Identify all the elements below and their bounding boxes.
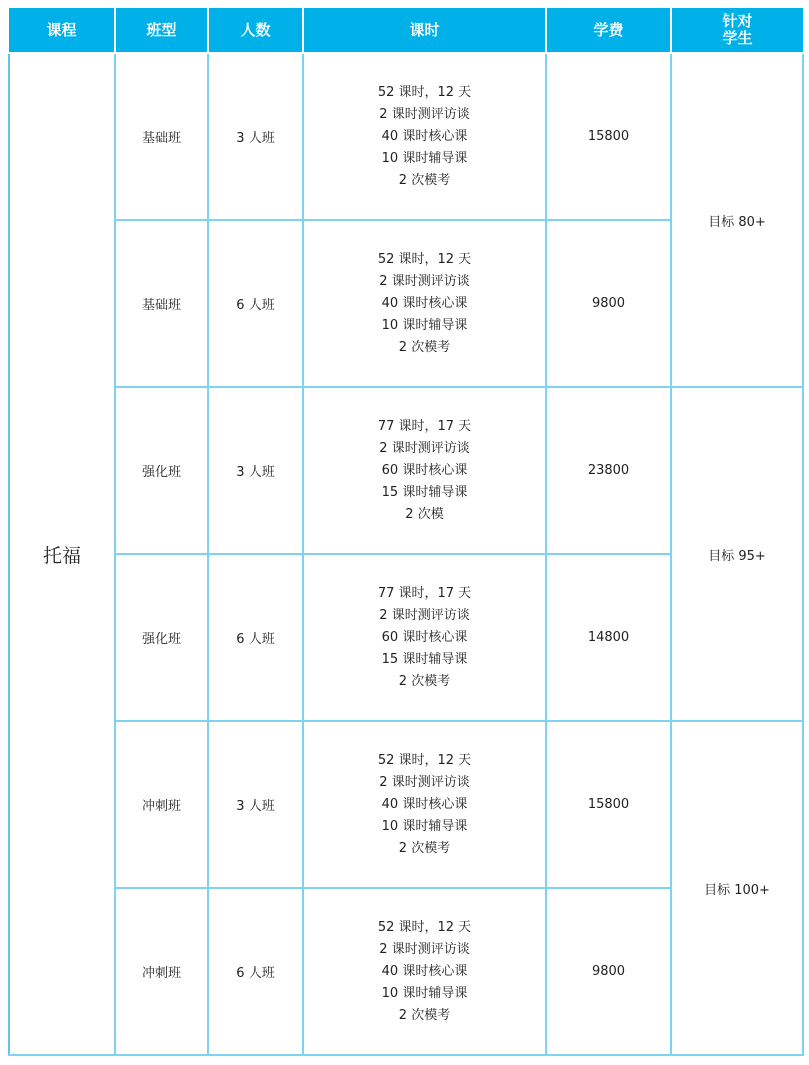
hours-cell xyxy=(303,721,546,888)
table-row xyxy=(9,721,803,888)
target-cell: 目标 100+ xyxy=(671,721,803,1055)
price-table-container xyxy=(8,6,802,1056)
tuition-cell: 23800 xyxy=(546,387,671,554)
table-row xyxy=(9,53,803,220)
header-size: 人数 xyxy=(208,7,303,53)
hours-line: 2 次模考 xyxy=(398,172,451,188)
hours-line: 2 课时测评访谈 xyxy=(379,774,470,790)
hours-line: 40 课时核心课 xyxy=(381,128,468,144)
header-course: 课程 xyxy=(9,7,115,53)
size-cell: 6 人班 xyxy=(208,888,303,1055)
header-target-line1: 针对 xyxy=(722,12,753,30)
hours-line: 2 课时测评访谈 xyxy=(379,273,470,289)
class-type-cell: 冲刺班 xyxy=(115,721,208,888)
hours-line: 2 课时测评访谈 xyxy=(379,607,470,623)
hours-line: 10 课时辅导课 xyxy=(381,150,468,166)
class-type-cell: 基础班 xyxy=(115,220,208,387)
hours-line: 2 次模考 xyxy=(398,673,451,689)
header-target-line2: 学生 xyxy=(722,29,753,47)
size-cell: 3 人班 xyxy=(208,721,303,888)
class-type-cell: 强化班 xyxy=(115,387,208,554)
target-cell: 目标 95+ xyxy=(671,387,803,721)
hours-cell xyxy=(303,220,546,387)
hours-line: 40 课时核心课 xyxy=(381,295,468,311)
target-cell: 目标 80+ xyxy=(671,53,803,387)
header-target xyxy=(671,7,803,53)
hours-cell xyxy=(303,387,546,554)
tuition-cell: 9800 xyxy=(546,888,671,1055)
hours-line: 77 课时，17 天 xyxy=(377,585,472,601)
class-type-cell: 强化班 xyxy=(115,554,208,721)
hours-line: 40 课时核心课 xyxy=(381,963,468,979)
hours-cell xyxy=(303,888,546,1055)
price-table xyxy=(8,6,804,1056)
hours-line: 15 课时辅导课 xyxy=(381,484,468,500)
hours-line: 2 次模考 xyxy=(398,339,451,355)
hours-line: 2 次模 xyxy=(405,506,444,522)
hours-line: 2 课时测评访谈 xyxy=(379,106,470,122)
hours-line: 60 课时核心课 xyxy=(381,629,468,645)
table-row xyxy=(9,387,803,554)
hours-line: 52 课时，12 天 xyxy=(377,84,472,100)
header-tuition: 学费 xyxy=(546,7,671,53)
hours-line: 10 课时辅导课 xyxy=(381,317,468,333)
hours-line: 2 次模考 xyxy=(398,840,451,856)
tuition-cell: 15800 xyxy=(546,721,671,888)
size-cell: 6 人班 xyxy=(208,220,303,387)
hours-cell xyxy=(303,53,546,220)
hours-line: 2 课时测评访谈 xyxy=(379,941,470,957)
class-type-cell: 冲刺班 xyxy=(115,888,208,1055)
size-cell: 6 人班 xyxy=(208,554,303,721)
size-cell: 3 人班 xyxy=(208,53,303,220)
hours-line: 52 课时，12 天 xyxy=(377,919,472,935)
hours-line: 60 课时核心课 xyxy=(381,462,468,478)
tuition-cell: 9800 xyxy=(546,220,671,387)
hours-line: 2 次模考 xyxy=(398,1007,451,1023)
hours-line: 15 课时辅导课 xyxy=(381,651,468,667)
hours-line: 10 课时辅导课 xyxy=(381,818,468,834)
hours-line: 52 课时，12 天 xyxy=(377,752,472,768)
hours-line: 40 课时核心课 xyxy=(381,796,468,812)
tuition-cell: 14800 xyxy=(546,554,671,721)
class-type-cell: 基础班 xyxy=(115,53,208,220)
course-cell: 托福 xyxy=(9,53,115,1055)
header-row xyxy=(9,7,803,53)
hours-line: 52 课时，12 天 xyxy=(377,251,472,267)
hours-cell xyxy=(303,554,546,721)
hours-line: 2 课时测评访谈 xyxy=(379,440,470,456)
header-hours: 课时 xyxy=(303,7,546,53)
hours-line: 10 课时辅导课 xyxy=(381,985,468,1001)
size-cell: 3 人班 xyxy=(208,387,303,554)
tuition-cell: 15800 xyxy=(546,53,671,220)
header-class-type: 班型 xyxy=(115,7,208,53)
hours-line: 77 课时，17 天 xyxy=(377,418,472,434)
